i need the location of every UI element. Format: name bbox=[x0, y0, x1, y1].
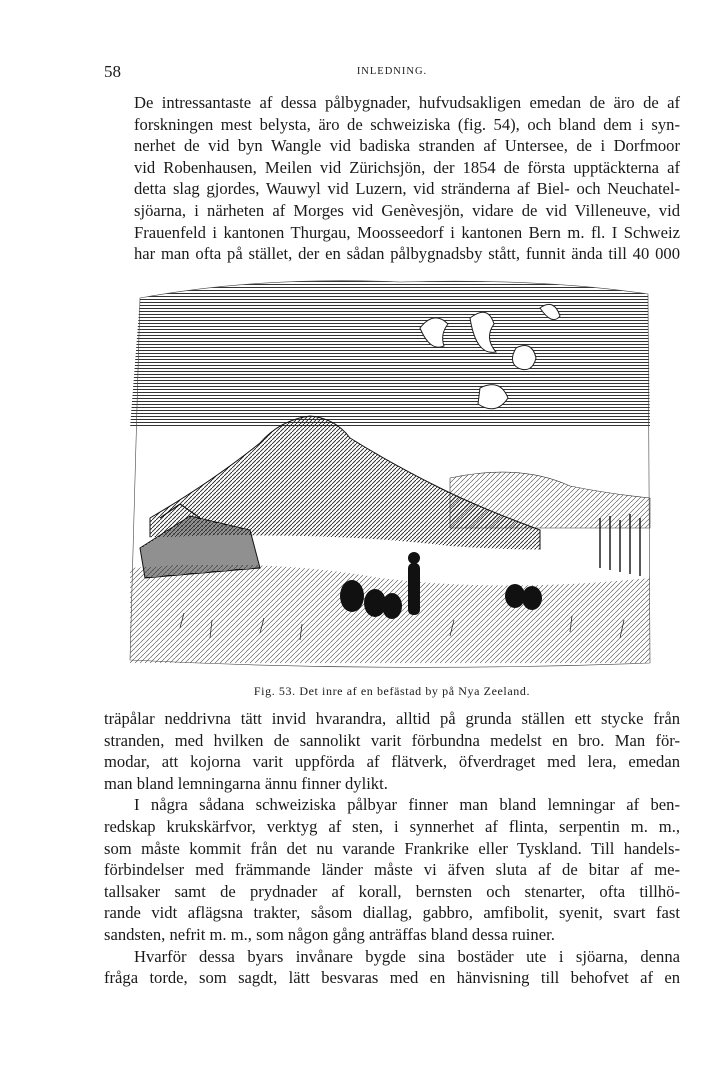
text-line: förbindelser med främmande länder måste vi äfven sluta af de bitar af me- bbox=[104, 860, 680, 880]
text-line: modar, att kojorna varit uppförda af flätverk, öfverdraget med lera, emedan bbox=[104, 752, 680, 772]
engraving-illustration bbox=[120, 268, 656, 676]
text-line: Frauenfeld i kantonen Thurgau, Moosseedorf i kantonen Bern m. fl. I Schweiz bbox=[134, 222, 680, 242]
running-head: INLEDNING. bbox=[356, 66, 428, 77]
text-line: fråga torde, som sagdt, lätt besvaras med en hänvisning till behofvet af en bbox=[104, 968, 680, 988]
text-line: redskap krukskärfvor, verktyg af sten, i synnerhet af flinta, serpentin m. m., bbox=[104, 816, 680, 836]
text-line: forskningen mest belysta, äro de schweiziska (fig. 54), och bland dem i syn- bbox=[134, 114, 680, 134]
text-line: De intressantaste af dessa pålbygnader, hufvudsakligen emedan de äro de af bbox=[134, 93, 680, 112]
sky-hatching bbox=[130, 281, 650, 428]
text-line: man bland lemningarna ännu finner dylikt. bbox=[104, 773, 388, 793]
text-line: rande vidt aflägsna trakter, såsom diallag, gabbro, amfibolit, syenit, svart fast bbox=[104, 903, 680, 923]
text-line: som måste kommit från det nu varande Frankrike eller Tyskland. Till handels- bbox=[104, 838, 680, 858]
text-line: vid Robenhausen, Meilen vid Zürichsjön, der 1854 de första upptäckterna af bbox=[134, 157, 680, 177]
page-number: 58 bbox=[104, 62, 121, 81]
text-line: tallsaker samt de prydnader af korall, bernsten och stenarter, ofta tillhö- bbox=[104, 881, 680, 901]
text-line: detta slag gjordes, Wauwyl vid Luzern, vid stränderna af Biel- och Neuchatel- bbox=[134, 179, 680, 199]
text-line: nerhet de vid byn Wangle vid badiska stranden af Untersee, de i Dorfmoor bbox=[134, 136, 680, 156]
text-line: I några sådana schweiziska pålbyar finner man bland lemningar af ben- bbox=[134, 795, 680, 815]
text-line: sandsten, nefrit m. m., som någon gång anträffas bland dessa ruiner. bbox=[104, 924, 555, 944]
text-line: stranden, med hvilken de sannolikt varit förbundna medelst en bro. Man för- bbox=[104, 730, 680, 750]
body-text-lower bbox=[104, 708, 680, 989]
paragraph-1 bbox=[104, 92, 680, 265]
text-line: har man ofta på stället, der en sådan pålbygnadsby stått, funnit ända till 40 000 bbox=[134, 244, 680, 264]
text-line: sjöarna, i närheten af Morges vid Genèvesjön, vidare de vid Villeneuve, vid bbox=[134, 200, 680, 220]
figure-caption: Fig. 53. Det inre af en befästad by på Nya Zeeland. bbox=[253, 684, 531, 698]
text-line: träpålar neddrivna tätt invid hvarandra, alltid på grunda ställen ett stycke från bbox=[104, 709, 680, 728]
page-header bbox=[104, 62, 680, 84]
text-line: Hvarför dessa byars invånare bygde sina bostäder ute i sjöarna, denna bbox=[134, 946, 680, 966]
